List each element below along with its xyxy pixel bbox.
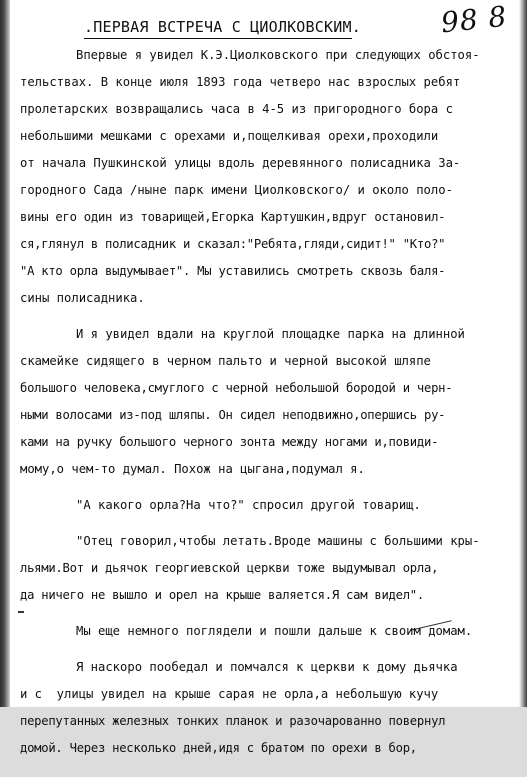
text-line: "А кто орла выдумывает". Мы уставились смотреть сквозь баля- [20, 264, 446, 278]
page-number: 98 8 [439, 0, 509, 40]
text-line: вины его один из товарищей,Егорка Картушкин,вдруг остановил- [20, 210, 446, 224]
title-underline [84, 38, 352, 39]
scan-edge-left [0, 0, 10, 707]
paragraph-6 [20, 660, 500, 768]
text-line: скамейке сидящего в черном пальто и черной высокой шляпе [20, 354, 431, 368]
text-line: городного Сада /ныне парк имени Циолковского/ и около поло- [20, 183, 453, 197]
text-line: и с улицы увидел на крыше сарая не орла,а небольшую кучу [20, 687, 439, 701]
paragraph-5 [20, 624, 500, 651]
document-body [20, 48, 500, 777]
text-line: Я наскоро пообедал и помчался к церкви к дому дьячка [76, 660, 458, 674]
paragraph-4 [20, 534, 500, 615]
scan-edge-right [519, 0, 527, 707]
text-line: да ничего не вышло и орел на крыше валяется.Я сам видел". [20, 588, 424, 602]
text-line: "А какого орла?На что?" спросил другой товарищ. [76, 498, 421, 512]
text-line: льями.Вот и дьячок георгиевской церкви тоже выдумывал орла, [20, 561, 439, 575]
text-line: небольшими мешками с орехами и,пощелкивая орехи,проходили [20, 129, 439, 143]
text-line: большого человека,смуглого с черной небольшой бородой и черн- [20, 381, 453, 395]
text-line: ками на ручку большого черного зонта между ногами и,повиди- [20, 435, 439, 449]
text-line: Впервые я увидел К.Э.Циолковского при следующих обстоя- [76, 48, 480, 62]
text-line: тельствах. В конце июля 1893 года четверо нас взрослых ребят [20, 75, 461, 89]
paragraph-1 [20, 48, 500, 318]
paragraph-3 [20, 498, 500, 525]
text-line: домой. Через несколько дней,идя с братом по орехи в бор, [20, 741, 417, 755]
text-line: "Отец говорил,чтобы летать.Вроде машины с большими кры- [76, 534, 480, 548]
document-title: .ПЕРВАЯ ВСТРЕЧА С ЦИОЛКОВСКИМ. [84, 18, 361, 36]
text-line: мому,о чем-то думал. Похож на цыгана,подумал я. [20, 462, 365, 476]
text-line: пролетарских возвращались часа в 4-5 из пригородного бора с [20, 102, 453, 116]
margin-ink-mark [18, 611, 24, 613]
text-line: ными волосами из-под шляпы. Он сидел неподвижно,опершись ру- [20, 408, 446, 422]
text-line: от начала Пушкинской улицы вдоль деревянного полисадника За- [20, 156, 461, 170]
text-line: И я увидел вдали на круглой площадке парка на длинной [76, 327, 465, 341]
text-line: ся,глянул в полисадник и сказал:"Ребята,гляди,сидит!" "Кто?" [20, 237, 446, 251]
paragraph-2 [20, 327, 500, 489]
text-line: перепутанных железных тонких планок и разочарованно повернул [20, 714, 446, 728]
text-line: Мы еще немного поглядели и пошли дальше к своим домам. [76, 624, 473, 638]
text-line: сины полисадника. [20, 291, 145, 305]
